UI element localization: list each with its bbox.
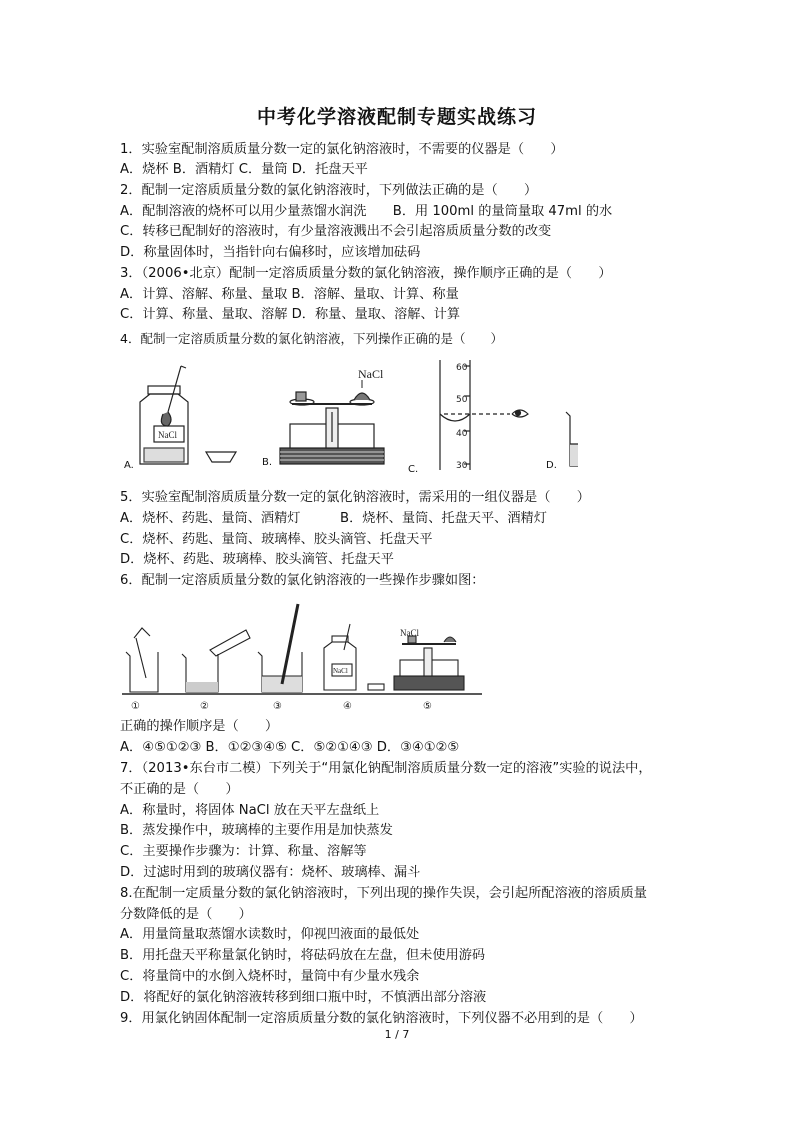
- q8-option-c: C．将量筒中的水倒入烧杯时，量筒中有少量水残余: [120, 969, 420, 984]
- step1-beaker-icon: [126, 628, 158, 692]
- reagent-bottle-icon: [140, 366, 188, 464]
- q4-label-d: D.: [546, 460, 557, 471]
- q4-stem: 4．配制一定溶质质量分数的氯化钠溶液，下列操作正确的是（ ）: [120, 331, 503, 346]
- q5-option-c: C．烧杯、药匙、量筒、玻璃棒、胶头滴管、托盘天平: [120, 532, 433, 547]
- step5-nacl-label: NaCl: [400, 628, 419, 638]
- step5-balance-icon: [394, 636, 464, 690]
- q6-answer-prompt: 正确的操作顺序是（ ）: [120, 719, 279, 734]
- step2-beaker-icon: [182, 630, 250, 692]
- q3-stem: 3．（2006•北京）配制一定溶质质量分数的氯化钠溶液，操作顺序正确的是（ ）: [120, 266, 612, 281]
- page-title: 中考化学溶液配制专题实战练习: [256, 106, 537, 128]
- q4b-nacl-label: NaCl: [358, 367, 384, 381]
- q2-stem: 2．配制一定溶质质量分数的氯化钠溶液时，下列做法正确的是（ ）: [120, 183, 538, 198]
- q6-figure: [118, 598, 488, 710]
- q8-option-a: A．用量筒量取蒸馏水读数时，仰视凹液面的最低处: [120, 927, 420, 942]
- q4-label-c: C.: [408, 464, 419, 475]
- q7-option-b: B．蒸发操作中，玻璃棒的主要作用是加快蒸发: [120, 823, 393, 838]
- q5-option-ab: A．烧杯、药匙、量筒、酒精灯 B．烧杯、量筒、托盘天平、酒精灯: [120, 511, 547, 526]
- balance-icon: [280, 392, 384, 464]
- step-label-5: ⑤: [423, 701, 432, 712]
- watch-glass-icon: [206, 452, 236, 462]
- tick-60: 60: [456, 363, 468, 373]
- step3-beaker-icon: [258, 604, 302, 692]
- step-label-2: ②: [200, 701, 209, 712]
- q4-label-b: B.: [262, 457, 273, 468]
- q3-option-ab: A．计算、溶解、称量、量取 B．溶解、量取、计算、称量: [120, 287, 459, 302]
- q1-options: A．烧杯 B．酒精灯 C．量筒 D．托盘天平: [120, 162, 368, 177]
- q4a-nacl-label: NaCl: [158, 430, 177, 440]
- q7-stem-1: 7．（2013•东台市二模）下列关于“用氯化钠配制溶质质量分数一定的溶液”实验的说法中，: [120, 761, 652, 776]
- beaker-icon: [566, 364, 578, 466]
- q7-stem-2: 不正确的是（ ）: [120, 782, 239, 797]
- q1-stem: 1．实验室配制溶质质量分数一定的氯化钠溶液时，不需要的仪器是（ ）: [120, 142, 564, 157]
- graduated-cylinder-icon: [440, 360, 510, 470]
- q9-stem: 9．用氯化钠固体配制一定溶质质量分数的氯化钠溶液时，下列仪器不必用到的是（ ）: [120, 1011, 643, 1026]
- page-number: 1 / 7: [384, 1028, 410, 1041]
- q4-label-a: A.: [124, 460, 134, 471]
- q2-option-ab: A．配制溶液的烧杯可以用少量蒸馏水润洗 B．用 100ml 的量筒量取 47ml 的水: [120, 204, 613, 219]
- step4-bottle-icon: [324, 624, 356, 690]
- q7-option-c: C．主要操作步骤为：计算、称量、溶解等: [120, 844, 367, 859]
- q8-stem-1: 8.在配制一定质量分数的氯化钠溶液时，下列出现的操作失误，会引起所配溶液的溶质质量: [120, 886, 647, 901]
- q8-option-b: B．用托盘天平称量氯化钠时，将砝码放在左盘，但未使用游码: [120, 948, 486, 963]
- tick-50: 50: [456, 395, 468, 405]
- tick-30: 30: [456, 461, 468, 471]
- tick-40: 40: [456, 429, 468, 439]
- q2-option-c: C．转移已配制好的溶液时，有少量溶液溅出不会引起溶质质量分数的改变: [120, 224, 552, 239]
- q8-option-d: D．将配好的氯化钠溶液转移到细口瓶中时，不慎洒出部分溶液: [120, 990, 487, 1005]
- step4-nacl-label: NaCl: [333, 667, 348, 675]
- q7-option-a: A．称量时，将固体 NaCl 放在天平左盘纸上: [120, 803, 380, 818]
- q5-option-d: D．烧杯、药匙、玻璃棒、胶头滴管、托盘天平: [120, 552, 394, 567]
- q3-option-cd: C．计算、称量、量取、溶解 D．称量、量取、溶解、计算: [120, 307, 461, 322]
- q2-option-d: D．称量固体时，当指针向右偏移时，应该增加砝码: [120, 245, 421, 260]
- q4-figure: [118, 356, 578, 478]
- q5-stem: 5．实验室配制溶质质量分数一定的氯化钠溶液时，需采用的一组仪器是（ ）: [120, 490, 590, 505]
- step-label-4: ④: [343, 701, 352, 712]
- step-label-1: ①: [131, 701, 140, 712]
- q7-option-d: D．过滤时用到的玻璃仪器有：烧杯、玻璃棒、漏斗: [120, 865, 421, 880]
- step-label-3: ③: [273, 701, 282, 712]
- weighing-paper-icon: [368, 684, 384, 690]
- q8-stem-2: 分数降低的是（ ）: [120, 907, 252, 922]
- q6-options: A．④⑤①②③ B．①②③④⑤ C．⑤②①④③ D．③④①②⑤: [120, 740, 460, 755]
- eye-icon: [512, 410, 528, 417]
- q6-stem: 6．配制一定溶质质量分数的氯化钠溶液的一些操作步骤如图：: [120, 573, 485, 588]
